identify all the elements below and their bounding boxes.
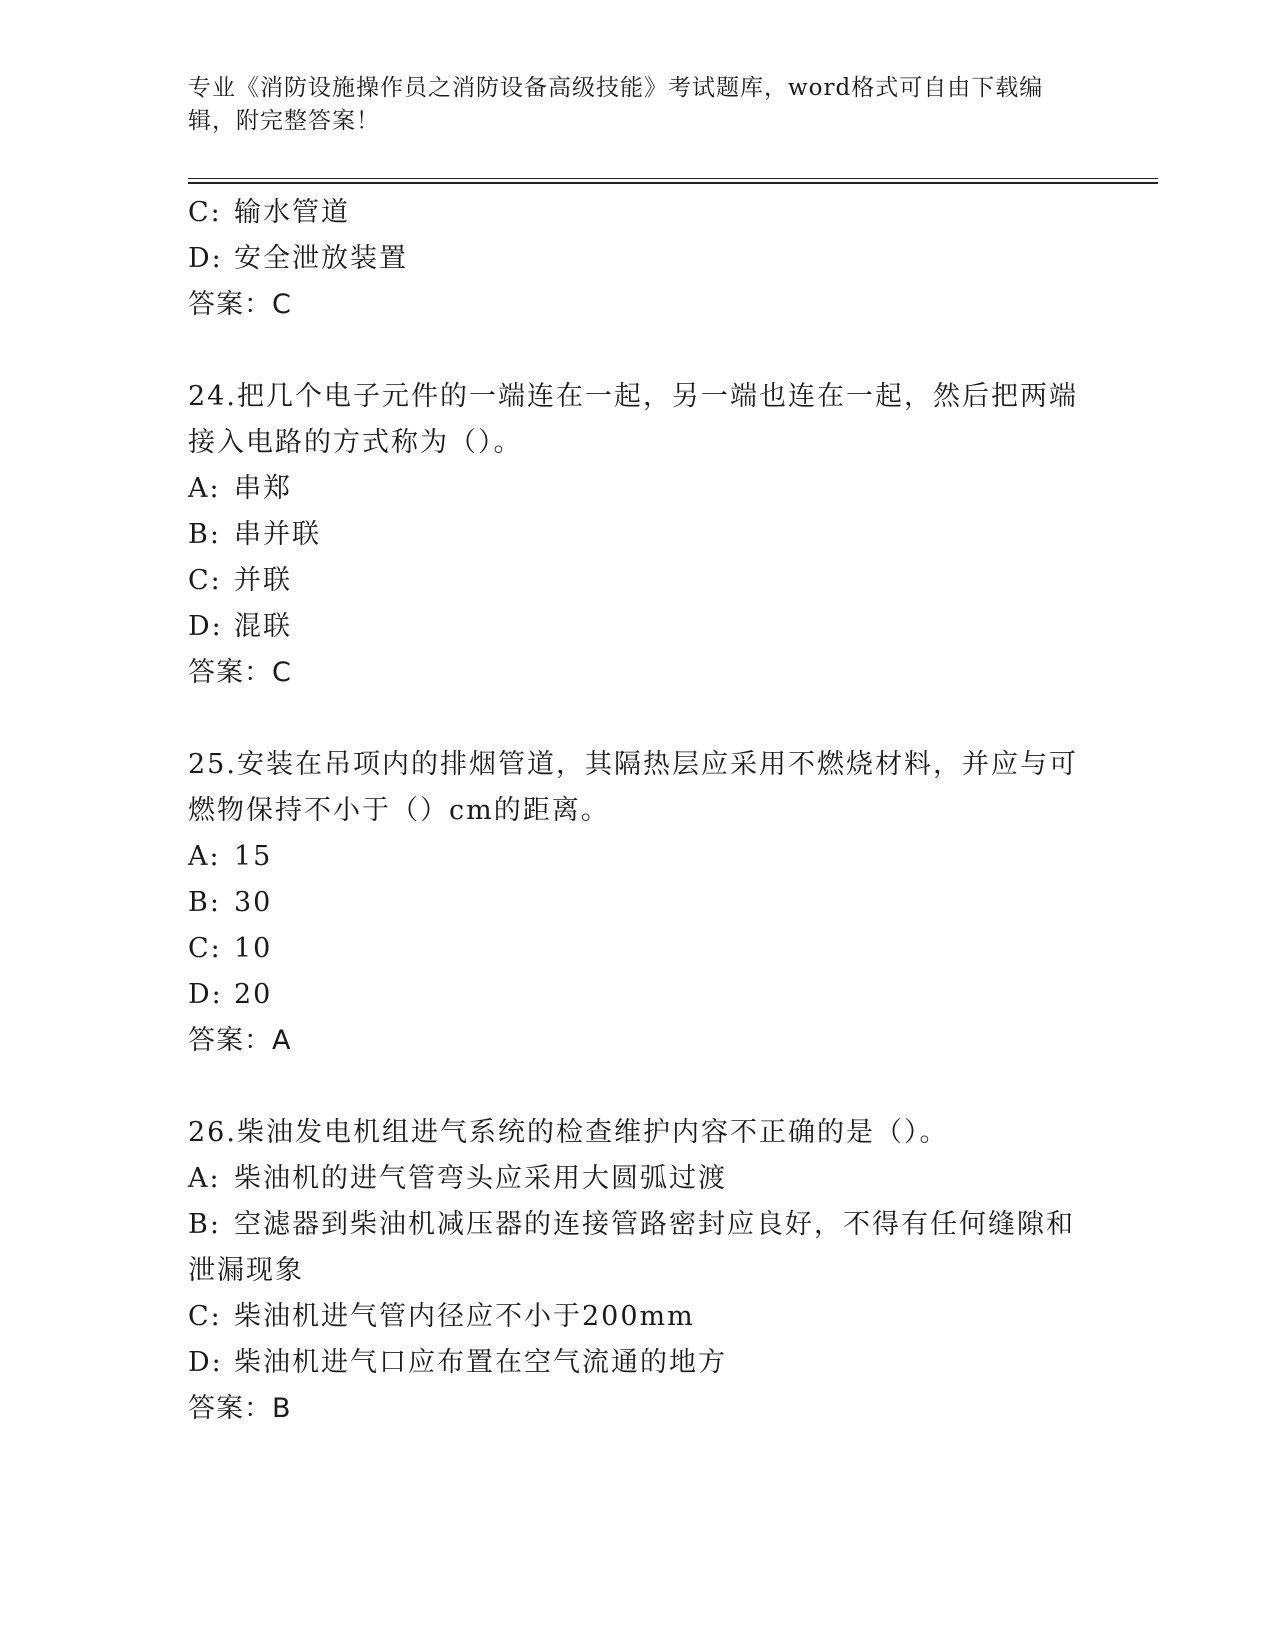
option-text: 空滤器到柴油机减压器的连接管路密封应良好，不得有任何缝隙和 [234,1209,1075,1240]
option-b-continuation: 泄漏现象 [188,1255,304,1286]
answer-line: 答案：B [188,1393,292,1424]
option-c [188,1294,1088,1340]
answer-line: 答案：C [188,657,292,688]
option-letter: B: [188,519,221,550]
question-26 [188,1110,1088,1432]
question-stem-line: 24.把几个电子元件的一端连在一起，另一端也连在一起，然后把两端 [188,381,1078,412]
option-b [188,512,1088,558]
option-text: 串并联 [234,519,321,550]
question-25 [188,742,1088,1064]
option-d [188,972,1088,1018]
document-header: 专业《消防设施操作员之消防设备高级技能》考试题库，word格式可自由下载编辑，附完整答案！ [188,75,1044,134]
option-letter: C: [188,197,222,228]
question-24 [188,374,1088,696]
option-text: 柴油机进气口应布置在空气流通的地方 [234,1347,727,1378]
option-d [188,1340,1088,1386]
option-a [188,466,1088,512]
option-c [188,926,1088,972]
option-letter: B: [188,1209,221,1240]
option-text: 20 [234,979,273,1010]
option-a [188,834,1088,880]
option-text: 并联 [234,565,292,596]
option-b [188,880,1088,926]
question-stem-line: 接入电路的方式称为（）。 [188,427,523,458]
option-letter: D: [188,1347,223,1378]
option-letter: A: [188,1163,221,1194]
option-c [188,558,1088,604]
option-text: 安全泄放装置 [234,243,408,274]
option-letter: B: [188,887,221,918]
option-d [188,604,1088,650]
previous-question-tail [188,190,1088,328]
header-rule-thick [188,182,1158,184]
question-stem-line: 25.安装在吊项内的排烟管道，其隔热层应采用不燃烧材料，并应与可 [188,749,1078,780]
question-stem-line: 26.柴油发电机组进气系统的检查维护内容不正确的是（）。 [188,1117,949,1148]
option-letter: C: [188,565,222,596]
question-stem-line: 燃物保持不小于（）cm的距离。 [188,795,610,826]
option-text: 30 [234,887,273,918]
option-letter: D: [188,611,223,642]
option-letter: C: [188,1301,222,1332]
option-text: 输水管道 [234,197,350,228]
option-text: 串郑 [234,473,292,504]
option-letter: A: [188,473,221,504]
answer-line: 答案：C [188,289,292,320]
option-b [188,1202,1088,1248]
option-text: 10 [234,933,273,964]
option-d [188,236,1088,282]
header-rule-thin [188,178,1158,179]
option-text: 混联 [234,611,292,642]
option-letter: D: [188,979,223,1010]
answer-line: 答案：A [188,1025,292,1056]
option-c [188,190,1088,236]
option-letter: C: [188,933,222,964]
option-text: 15 [234,841,273,872]
option-text: 柴油机进气管内径应不小于200mm [234,1301,695,1332]
option-a [188,1156,1088,1202]
option-text: 柴油机的进气管弯头应采用大圆弧过渡 [234,1163,727,1194]
option-letter: A: [188,841,221,872]
option-letter: D: [188,243,223,274]
question-content [188,190,1088,1432]
